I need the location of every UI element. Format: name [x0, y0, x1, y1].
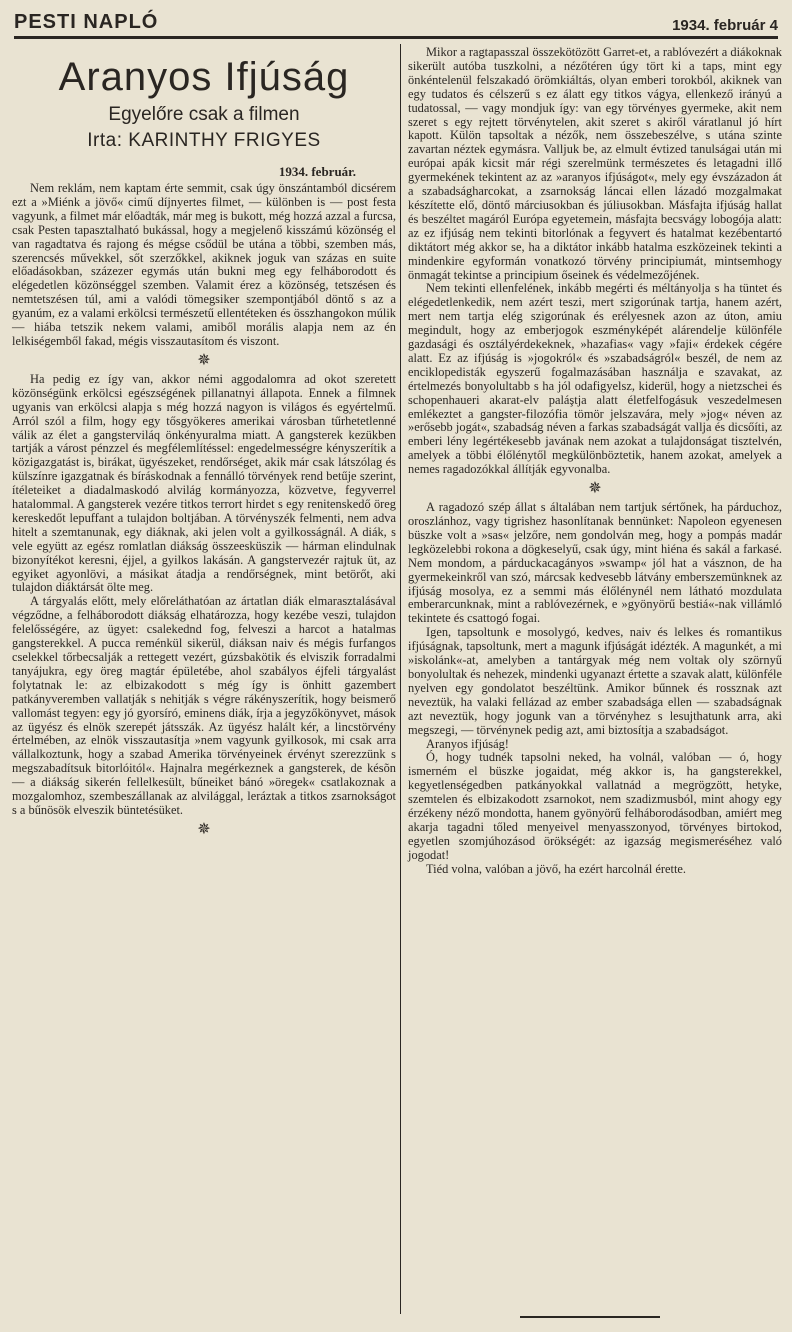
section-star-icon: ✵ [588, 480, 602, 498]
section-star-icon: ✵ [197, 820, 211, 838]
article-end-rule [520, 1316, 660, 1318]
paragraph: A tárgyalás előtt, mely előreláthatóan az ártatlan diák elmarasztalásával végződne, a felháborodott diákság elhatározza, hogy kezébe veszi, tulajdon felelősségére, az ügyet: csalekednd fog, felveszi a harcot a hatalmas gangsterekkel. A pucca reménkül sikerül, diáksan naiv és mégis furfangos cselekkel tőrbecsalják a rettegett vezért, gúzsbakötik és elviszik forradalmi tanyájukra, egy öreg magtár épületébe, ahol szabályos éjfeli tárgyalást folytatnak le: az elbizakodott s még így is önhitt gazembert patkányveremben vallatják s nehitják s végre rákényszerítik, hogy beismerő vallomást tegyen: egy jó gyorsíró, eminens diák, írja a jegyzőkönyvet, mások az ügyész és elnök szerepét játsszák. Az ügyész halált kér, a lincstörvény értelmében, az elnök visszautasítja »nem vagyunk gyilkosok, mi csak arra vállalkoztunk, hogy a szabad Amerika törvényeinek érvényt szerezzünk s megszabadítsuk bitorlóitól«. Hajnalra megérkeznek a gangsterek, de késõn — a diákság sikerén fellelkesült, bűneiket bánó »öregek« csatlakoznak a mozgalomhoz, szembeszállanak az alvilággal, leráztak a titkos zsarnokságot s a bűnösök elveszik büntetésüket. [12, 594, 396, 817]
paragraph: Igen, tapsoltunk e mosolygó, kedves, naiv és lelkes és romantikus ifjúságnak, tapsoltunk, mert a magunk ifjúságát idézték. A magunkét, a mi »iskolánk«-at, amelyben a tantárgyak még nem voltak oly szörnyű bonyolultak és nehezek, mindenki ugyanazt értette a szavak alatt, különféle nyelven egy gondolatot beszéltünk. Amikor bűnnek és rossznak azt neveztük, ha valaki fellázad az ember szabadsága ellen — szabadságnak azt neveztük, hogy jogunk van a törvényhez s lesujthatunk arra, aki megszegi, — törvénynek pedig azt, ami biztosítja a szabadságot. [408, 625, 782, 737]
paragraph: Nem reklám, nem kaptam érte semmit, csak úgy önszántamból dicsérem ezt a »Miénk a jövő« cimű díjnyertes filmet, — különben is — post festa vagyunk, a filmet már előadták, már meg is bukott, még hozzá azzal a furcsa, csak Pesten tapasztalható bukással, hogy a megjelenő kisszámú közönség el van ragadtatva és rajong és mégse csődül be utána a többi, szemben más, szerencsés művekkel, sőt szerzőkkel, akiknek joguk van százas en suite előadásokban, százezer egymás után bukni meg egy felháborodott és elégedetlen közönséggel szemben. Valamit érez a közönség, tetszésen és nemtetszésen túl, ami a valódi tömegsiker szempontjából döntő s az a gyanúm, ez a valami erkölcsi természetű ellentéteken és összhangokon múlik — hiába tetszik nekem valami, amiből morális alapja nem az én lelkiségemből fakad, mégis visszautasítom és viszont. [12, 181, 396, 348]
paragraph: Aranyos ifjúság! [426, 736, 509, 751]
article-byline: Irta: KARINTHY FRIGYES [87, 130, 321, 151]
article-dateline: 1934. február. [278, 164, 356, 179]
section-star-icon: ✵ [197, 351, 211, 369]
article-title: Aranyos Ifjúság [58, 55, 350, 99]
paragraph: Tiéd volna, valóban a jövő, ha ezért harcolnál érette. [426, 861, 686, 876]
newspaper-name: PESTI NAPLÓ [14, 11, 159, 33]
issue-date: 1934. február 4 [672, 17, 778, 34]
masthead [14, 4, 778, 34]
paragraph: Ó, hogy tudnék tapsolni neked, ha volnál, valóban — ó, hogy ismerném el büszke jogaidat, még akkor is, ha gangsterekkel, kegyetlenségedben patkányokkal vallatnád a megrögzött, hetyke, szemtelen és elbizakodott zsarnokot, nem szadizmusból, mint ahogy egy érzékeny néző mondotta, hanem gyönyörű felháborodásodban, amiért meg akarja tagadni tőled menyeivel menyasszonyod, törvényes birtokod, egyetlen szomjúhozásod örökségét: az igazság megismeréséhez való jogodat! [408, 750, 782, 862]
left-column [12, 46, 396, 842]
article-subtitle: Egyelőre csak a filmen [108, 104, 300, 125]
paragraph: Mikor a ragtapasszal összekötözött Garret-et, a rablóvezért a diákoknak sikerült autóba tuszkolni, a nézőtéren úgy tört ki a taps, mint egy önkéntelenül felszakadó örömkiáltás, olyan emberi torokból, akiknek van egy tudatos és célszerű s ez álatt egy titkos vágya, ellenkező irányú a tudatossal, — vagy mondjuk így: van egy törvényes gyermeke, akit nem szeret s egy rejtett törvénytelen, akit szeret s akiről váratlanul jó hírt kapott. Külön tapsoltak a nézők, nem összebeszélve, s utána szinte zavartan néztek egymásra. Valljuk be, az elmult évtized tanulságai után mi európai apák kicsit már régi szerelmünk természetes és letagadni illő gyermekének tekintent az az »aranyos ifjúságot«, mely egy évszázadon át a szabadságharcokat, a zsarnokság láncai ellen lázadó mozgalmakat készítette elő, döntő márciusokban és júliusokban. Másfajta ifjúság hallat és beszéltet magáról Európa egyetemein, másfajta becsvágy lobogója alatt: az ez ifjúság nem tekinti bitorlónak a fegyvert és hatalmat kezébentartó diktátort még akkor se, ha a diktátor inkább hatalma eszközeinek tekinti a mindenkire egyformán vonatkozó törvény principiumát, mintsemhogy önmagát tekintse a principium őseinek és védelmezőjének. [408, 45, 782, 282]
column-divider [400, 44, 401, 1314]
paragraph: Nem tekinti ellenfelének, inkább megérti és méltányolja s ha tüntet és elégedetlenkedik, nem azért teszi, mert szigorúnak tartja, hanem azért, mert nem tartja elég szigorúnak és erélyesnek azon az úton, amiu megindult, hogy az emberjogok eszményképét alárendelje különféle gazdasági és osztályérdekeknek, »hazafias« vagy »faji« érdekek cégére alatt. Ez az ifjúság is »jogokról« és »szabadságról« beszél, de nem az enciklopedisták egyszerű fogalmazásában használja e szavakat, az értelmezés bonyolultabb s ha jól odafigyelsz, kiderül, hogy a nietzschei és schopenhaueri akarat-elv paláştja alatt életfelfogásuk veszedelmesen emlékeztet a gangster-filozófia tömör jelszavára, mely »jog« néven az »erősebb jogát«, szabadság néven a farkas szabadságát vallja és dicsőíti, az emberi lény legértékesebb javának nem azokat a tulajdonságat tisztelvén, amelyek a többi élőlénytől megkülönböztetik, hanem azokat, amelyek a nemes ragadozókkal állítják egyvonalba. [408, 281, 782, 477]
paragraph: A ragadozó szép állat s általában nem tartjuk sértőnek, ha párduchoz, oroszlánhoz, vagy tigrishez hasonlítanak bennünket: Napoleon egyenesen büszke volt a »sas« jelzőre, nem gondolván meg, hogy a pompás madár legközelebbi rokona a dögkeselyű, csak úgy, mint hiéna és sakál a farkasé. Nem mondom, a párduckacagányos »swamp« jól hat a vásznon, de ha gyermekeinkről van szó, márcsak kedvesebb látvány emberszemünknek az ifjúság mosolya, ez a semmi más élőlénynél nem látható mozdulata emberarcunknak, mint a rablóvezérnek, e »gyönyörű bestiá«-nak villámló tekintete és csattogó fogai. [408, 500, 782, 626]
masthead-rule [14, 36, 778, 39]
right-column [408, 46, 782, 877]
paragraph: Ha pedig ez így van, akkor némi aggodalomra ad okot szeretett közönségünk erkölcsi egészségének pillanatnyi állapota. Ennek a filmnek ugyanis van erkölcsi alapja s még hozzá nagyon is világos és egyértelmű. Arról szól a film, hogy egy tősgyökeres amerikai városban tűrhetetlenné válik az élet a gangsterviláq önkényuralma miatt. A gangsterek kezükben tartják a várost pénzzel és megfélemlítéssel: engedelmességre kényszerítik a közigazgatást is, birákat, ügyészeket, rendőrséget, akik már csak látszólag és külszínre igazgatnak és bíráskodnak a fennálló törvények rend betűje szerint, ítéleteiket a diadalmaskodó alvilág kormányozza, közvetve, fegyverrel hatalommal. A gangsterek vezére titkos terrort hirdet s egy renitenskedő öreg kereskedőt lepuffant a tulajdon boltjában. A törvényszék felmenti, nem adva hitelt a szemtanunak, egy diáknak, aki jelen volt a gyilkosságnál. A diák, s vele együtt az egész romlatlan diákság összeesküszik — hárman elindulnak bizonyítékot keresni, éjjel, a gyilkos lakásán. A gangstervezér rajtuk üt, az egyiket agyonlövi, a másikat átadja a rendőrségnek, mint betörőt, aki tulajdon diáktársát ölte meg. [12, 371, 396, 595]
